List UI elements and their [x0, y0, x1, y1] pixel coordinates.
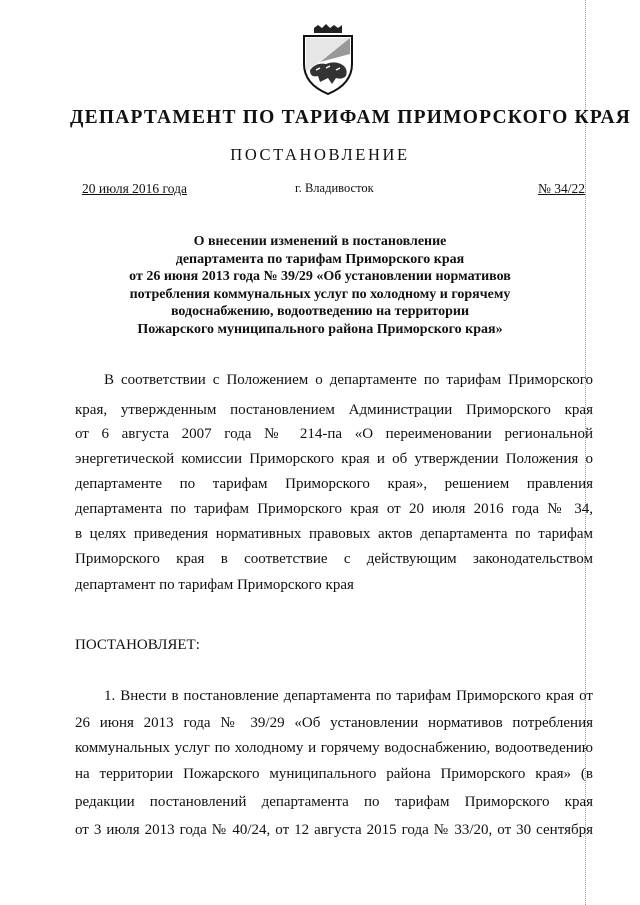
resolves-heading: ПОСТАНОВЛЯЕТ:: [75, 637, 200, 653]
preamble-line: В соответствии с Положением о департаменте по тарифам Приморского: [104, 372, 593, 388]
title-line: от 26 июня 2013 года № 39/29 «Об установлении нормативов: [129, 269, 511, 284]
title-line: водоснабжению, водоотведению на территории: [170, 304, 470, 319]
preamble-line: края, утвержденным постановлением Администрации Приморского края: [75, 402, 593, 418]
document-date: 20 июля 2016 года: [82, 181, 187, 196]
coat-of-arms-icon: [296, 24, 360, 96]
document-number: № 34/22: [538, 181, 586, 196]
item-line: 26 июня 2013 года № 39/29 «Об установлении нормативов потребления: [75, 715, 593, 731]
document-title: [100, 233, 540, 338]
preamble-line: департамент по тарифам Приморского края: [75, 577, 354, 593]
preamble-line: департаменте по тарифам Приморского края», решением правления: [75, 476, 593, 492]
title-line: О внесении изменений в постановление: [193, 234, 447, 249]
title-line: департамента по тарифам Приморского края: [175, 251, 465, 267]
document-city: г. Владивосток: [295, 181, 374, 195]
item-line: от 3 июля 2013 года № 40/24, от 12 августа 2015 года № 33/20, от 30 сентября: [75, 822, 593, 838]
item-line: на территории Пожарского муниципального района Приморского края» (в: [75, 766, 593, 782]
preamble-line: департамента по тарифам Приморского края от 20 июля 2016 года № 34,: [75, 501, 593, 517]
preamble-line: Приморского края в соответствие с действующим законодательством: [75, 551, 593, 567]
department-name: ДЕПАРТАМЕНТ ПО ТАРИФАМ ПРИМОРСКОГО КРАЯ: [70, 107, 632, 128]
item-line: 1. Внести в постановление департамента по тарифам Приморского края от: [104, 688, 593, 704]
title-line: Пожарского муниципального района Приморского края»: [137, 321, 503, 337]
preamble-line: от 6 августа 2007 года № 214-па «О переименовании региональной: [75, 426, 593, 442]
preamble-line: в целях приведения нормативных правовых актов департамента по тарифам: [75, 526, 593, 542]
title-line: потребления коммунальных услуг по холодному и горячему: [129, 286, 511, 302]
item-line: редакции постановлений департамента по тарифам Приморского края: [75, 794, 593, 810]
preamble-line: энергетической комиссии Приморского края и об утверждении Положения о: [75, 451, 593, 467]
document-type: ПОСТАНОВЛЕНИЕ: [230, 145, 410, 164]
item-line: коммунальных услуг по холодному и горячему водоснабжению, водоотведению: [75, 740, 593, 756]
